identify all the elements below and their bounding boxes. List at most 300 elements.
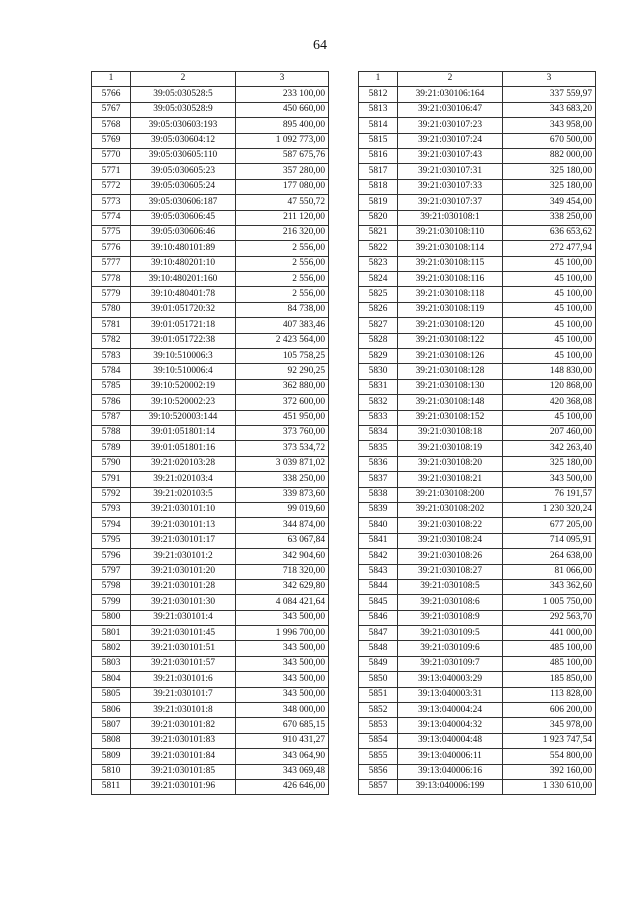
cadastral-number-cell: 39:13:040004:32 [398,718,503,733]
cadastral-number-cell: 39:21:030108:120 [398,318,503,333]
table-row [92,302,329,317]
table-row [92,518,329,533]
cadastral-number-cell: 39:21:030101:2 [131,549,236,564]
value-cell: 105 758,25 [236,349,329,364]
row-index-cell: 5809 [92,749,131,764]
table-row [92,287,329,302]
table-row [92,779,329,794]
cadastral-number-cell: 39:13:040004:48 [398,733,503,748]
value-cell: 426 646,00 [236,779,329,794]
cadastral-number-cell: 39:21:030108:152 [398,410,503,425]
cadastral-number-cell: 39:21:030108:21 [398,472,503,487]
table-row [359,179,596,194]
table-row [359,764,596,779]
cadastral-number-cell: 39:21:030106:47 [398,102,503,117]
value-cell: 45 100,00 [503,256,596,271]
column-header-cadastral: 2 [398,72,503,87]
row-index-cell: 5801 [92,626,131,641]
table-row [359,518,596,533]
table-row [359,779,596,794]
cadastral-number-cell: 39:05:030606:45 [131,210,236,225]
row-index-cell: 5791 [92,472,131,487]
table-row [359,641,596,656]
value-cell: 1 005 750,00 [503,595,596,610]
table-row [92,425,329,440]
value-cell: 92 290,25 [236,364,329,379]
value-cell: 338 250,00 [503,210,596,225]
cadastral-number-cell: 39:21:030108:122 [398,333,503,348]
table-row [359,626,596,641]
row-index-cell: 5822 [359,241,398,256]
value-cell: 292 563,70 [503,610,596,625]
row-index-cell: 5823 [359,256,398,271]
value-cell: 451 950,00 [236,410,329,425]
table-row [92,256,329,271]
cadastral-number-cell: 39:10:520002:23 [131,395,236,410]
table-row [359,379,596,394]
table-row [359,564,596,579]
table-row [359,718,596,733]
row-index-cell: 5806 [92,703,131,718]
table-row [359,533,596,548]
column-header-index: 1 [359,72,398,87]
cadastral-number-cell: 39:21:030108:19 [398,441,503,456]
cadastral-number-cell: 39:21:030108:130 [398,379,503,394]
table-row [92,318,329,333]
cadastral-number-cell: 39:21:030101:20 [131,564,236,579]
cadastral-number-cell: 39:21:030107:23 [398,118,503,133]
value-cell: 211 120,00 [236,210,329,225]
cadastral-number-cell: 39:05:030603:193 [131,118,236,133]
cadastral-number-cell: 39:21:030101:8 [131,703,236,718]
table-row [359,395,596,410]
value-cell: 420 368,08 [503,395,596,410]
value-cell: 485 100,00 [503,641,596,656]
cadastral-number-cell: 39:13:040003:31 [398,687,503,702]
row-index-cell: 5800 [92,610,131,625]
cadastral-number-cell: 39:21:030108:119 [398,302,503,317]
table-row [92,610,329,625]
row-index-cell: 5796 [92,549,131,564]
row-index-cell: 5793 [92,502,131,517]
row-index-cell: 5778 [92,272,131,287]
table-row [359,164,596,179]
table-row [359,703,596,718]
value-cell: 587 675,76 [236,148,329,163]
row-index-cell: 5840 [359,518,398,533]
row-index-cell: 5767 [92,102,131,117]
cadastral-number-cell: 39:21:020103:28 [131,456,236,471]
row-index-cell: 5830 [359,364,398,379]
row-index-cell: 5855 [359,749,398,764]
value-cell: 636 653,62 [503,225,596,240]
row-index-cell: 5817 [359,164,398,179]
row-index-cell: 5771 [92,164,131,179]
table-row [359,318,596,333]
cadastral-number-cell: 39:21:030108:126 [398,349,503,364]
cadastral-number-cell: 39:21:030109:6 [398,641,503,656]
row-index-cell: 5770 [92,148,131,163]
table-row [359,349,596,364]
row-index-cell: 5841 [359,533,398,548]
cadastral-number-cell: 39:21:030107:31 [398,164,503,179]
table-row [92,456,329,471]
table-row [92,225,329,240]
row-index-cell: 5816 [359,148,398,163]
cadastral-number-cell: 39:21:030101:13 [131,518,236,533]
table-row [92,102,329,117]
row-index-cell: 5842 [359,549,398,564]
row-index-cell: 5784 [92,364,131,379]
cadastral-number-cell: 39:21:030101:51 [131,641,236,656]
cadastral-number-cell: 39:01:051801:14 [131,425,236,440]
cadastral-number-cell: 39:21:030108:24 [398,533,503,548]
row-index-cell: 5773 [92,195,131,210]
row-index-cell: 5774 [92,210,131,225]
value-cell: 45 100,00 [503,318,596,333]
table-row [359,210,596,225]
value-cell: 343 500,00 [236,672,329,687]
value-cell: 99 019,60 [236,502,329,517]
value-cell: 84 738,00 [236,302,329,317]
value-cell: 185 850,00 [503,672,596,687]
value-cell: 339 873,60 [236,487,329,502]
cadastral-number-cell: 39:21:030109:7 [398,656,503,671]
row-index-cell: 5803 [92,656,131,671]
row-index-cell: 5808 [92,733,131,748]
row-index-cell: 5780 [92,302,131,317]
cadastral-number-cell: 39:21:030109:5 [398,626,503,641]
table-row [359,502,596,517]
value-cell: 272 477,94 [503,241,596,256]
value-cell: 357 280,00 [236,164,329,179]
table-row [359,441,596,456]
row-index-cell: 5839 [359,502,398,517]
cadastral-number-cell: 39:21:030101:82 [131,718,236,733]
row-index-cell: 5783 [92,349,131,364]
row-index-cell: 5813 [359,102,398,117]
row-index-cell: 5785 [92,379,131,394]
table-row [359,333,596,348]
value-cell: 264 638,00 [503,549,596,564]
cadastral-number-cell: 39:21:020103:4 [131,472,236,487]
value-cell: 441 000,00 [503,626,596,641]
cadastral-number-cell: 39:21:030101:17 [131,533,236,548]
cadastral-number-cell: 39:21:030107:33 [398,179,503,194]
cadastral-number-cell: 39:01:051722:38 [131,333,236,348]
row-index-cell: 5782 [92,333,131,348]
value-cell: 343 500,00 [236,687,329,702]
row-index-cell: 5805 [92,687,131,702]
row-index-cell: 5826 [359,302,398,317]
table-row [359,610,596,625]
value-cell: 45 100,00 [503,272,596,287]
row-index-cell: 5846 [359,610,398,625]
table-row [359,256,596,271]
cadastral-number-cell: 39:21:030108:22 [398,518,503,533]
cadastral-number-cell: 39:05:030605:24 [131,179,236,194]
value-cell: 343 069,48 [236,764,329,779]
row-index-cell: 5777 [92,256,131,271]
table-row [359,272,596,287]
value-cell: 554 800,00 [503,749,596,764]
table-row [359,148,596,163]
value-cell: 362 880,00 [236,379,329,394]
row-index-cell: 5812 [359,87,398,102]
row-index-cell: 5786 [92,395,131,410]
value-cell: 345 978,00 [503,718,596,733]
cadastral-number-cell: 39:21:030108:128 [398,364,503,379]
row-index-cell: 5820 [359,210,398,225]
row-index-cell: 5821 [359,225,398,240]
value-cell: 343 064,90 [236,749,329,764]
cadastral-number-cell: 39:21:030108:18 [398,425,503,440]
row-index-cell: 5814 [359,118,398,133]
value-cell: 348 000,00 [236,703,329,718]
value-cell: 373 760,00 [236,425,329,440]
row-index-cell: 5831 [359,379,398,394]
row-index-cell: 5768 [92,118,131,133]
row-index-cell: 5834 [359,425,398,440]
cadastral-number-cell: 39:05:030605:23 [131,164,236,179]
table-row [359,487,596,502]
value-cell: 343 362,60 [503,579,596,594]
value-cell: 342 629,80 [236,579,329,594]
cadastral-number-cell: 39:21:030101:28 [131,579,236,594]
cadastral-number-cell: 39:13:040006:11 [398,749,503,764]
cadastral-number-cell: 39:10:480101:89 [131,241,236,256]
table-header-row [359,72,596,87]
table-row [92,364,329,379]
row-index-cell: 5825 [359,287,398,302]
row-index-cell: 5811 [92,779,131,794]
cadastral-number-cell: 39:21:030108:148 [398,395,503,410]
row-index-cell: 5833 [359,410,398,425]
table-row [359,456,596,471]
row-index-cell: 5843 [359,564,398,579]
table-row [92,195,329,210]
table-row [92,118,329,133]
cadastral-number-cell: 39:21:030101:7 [131,687,236,702]
cadastral-number-cell: 39:05:030605:110 [131,148,236,163]
cadastral-number-cell: 39:21:030108:116 [398,272,503,287]
value-cell: 338 250,00 [236,472,329,487]
row-index-cell: 5779 [92,287,131,302]
cadastral-number-cell: 39:13:040004:24 [398,703,503,718]
value-cell: 343 500,00 [236,641,329,656]
table-row [92,626,329,641]
value-cell: 343 958,00 [503,118,596,133]
cadastral-number-cell: 39:21:030108:26 [398,549,503,564]
value-cell: 372 600,00 [236,395,329,410]
row-index-cell: 5824 [359,272,398,287]
row-index-cell: 5838 [359,487,398,502]
value-cell: 343 683,20 [503,102,596,117]
table-row [92,564,329,579]
row-index-cell: 5845 [359,595,398,610]
cadastral-number-cell: 39:10:520002:19 [131,379,236,394]
cadastral-number-cell: 39:13:040006:16 [398,764,503,779]
table-row [92,672,329,687]
value-cell: 325 180,00 [503,179,596,194]
value-cell: 1 330 610,00 [503,779,596,794]
table-row [359,133,596,148]
value-cell: 1 996 700,00 [236,626,329,641]
cadastral-number-cell: 39:05:030528:5 [131,87,236,102]
table-header-row [92,72,329,87]
cadastral-number-cell: 39:21:030108:27 [398,564,503,579]
table-row [92,502,329,517]
value-cell: 677 205,00 [503,518,596,533]
row-index-cell: 5835 [359,441,398,456]
value-cell: 670 685,15 [236,718,329,733]
cadastral-number-cell: 39:21:030101:10 [131,502,236,517]
cadastral-number-cell: 39:05:030606:46 [131,225,236,240]
cadastral-number-cell: 39:10:480201:160 [131,272,236,287]
value-cell: 113 828,00 [503,687,596,702]
table-row [359,672,596,687]
table-row [92,241,329,256]
page-number: 64 [313,38,327,53]
value-cell: 337 559,97 [503,87,596,102]
cadastral-number-cell: 39:21:030108:115 [398,256,503,271]
row-index-cell: 5857 [359,779,398,794]
cadastral-number-cell: 39:21:030101:57 [131,656,236,671]
cadastral-number-cell: 39:21:030101:83 [131,733,236,748]
value-cell: 325 180,00 [503,164,596,179]
value-cell: 343 500,00 [236,656,329,671]
value-cell: 606 200,00 [503,703,596,718]
value-cell: 45 100,00 [503,349,596,364]
cadastral-number-cell: 39:21:030108:200 [398,487,503,502]
value-cell: 325 180,00 [503,456,596,471]
value-cell: 349 454,00 [503,195,596,210]
table-row [92,395,329,410]
value-cell: 1 092 773,00 [236,133,329,148]
cadastral-number-cell: 39:21:030108:9 [398,610,503,625]
table-row [92,487,329,502]
row-index-cell: 5837 [359,472,398,487]
value-cell: 47 550,72 [236,195,329,210]
table-row [359,241,596,256]
value-cell: 76 191,57 [503,487,596,502]
value-cell: 485 100,00 [503,656,596,671]
row-index-cell: 5847 [359,626,398,641]
table-row [92,687,329,702]
value-cell: 342 904,60 [236,549,329,564]
table-row [92,164,329,179]
table-row [359,595,596,610]
table-row [92,718,329,733]
value-cell: 2 556,00 [236,256,329,271]
cadastral-number-cell: 39:21:030108:118 [398,287,503,302]
value-cell: 718 320,00 [236,564,329,579]
row-index-cell: 5828 [359,333,398,348]
column-header-value: 3 [503,72,596,87]
row-index-cell: 5851 [359,687,398,702]
table-row [92,272,329,287]
value-cell: 407 383,46 [236,318,329,333]
row-index-cell: 5789 [92,441,131,456]
row-index-cell: 5819 [359,195,398,210]
table-row [359,410,596,425]
value-cell: 342 263,40 [503,441,596,456]
row-index-cell: 5853 [359,718,398,733]
value-cell: 392 160,00 [503,764,596,779]
value-cell: 714 095,91 [503,533,596,548]
row-index-cell: 5775 [92,225,131,240]
row-index-cell: 5769 [92,133,131,148]
cadastral-number-cell: 39:01:051801:16 [131,441,236,456]
row-index-cell: 5766 [92,87,131,102]
table-row [92,595,329,610]
row-index-cell: 5810 [92,764,131,779]
column-header-index: 1 [92,72,131,87]
column-header-cadastral: 2 [131,72,236,87]
table-row [359,549,596,564]
row-index-cell: 5798 [92,579,131,594]
row-index-cell: 5815 [359,133,398,148]
table-row [92,641,329,656]
cadastral-number-cell: 39:21:030108:1 [398,210,503,225]
value-cell: 343 500,00 [503,472,596,487]
cadastral-number-cell: 39:10:480401:78 [131,287,236,302]
value-cell: 343 500,00 [236,610,329,625]
cadastral-number-cell: 39:21:030101:84 [131,749,236,764]
table-row [92,472,329,487]
row-index-cell: 5797 [92,564,131,579]
cadastral-number-cell: 39:01:051721:18 [131,318,236,333]
table-row [359,656,596,671]
row-index-cell: 5787 [92,410,131,425]
row-index-cell: 5781 [92,318,131,333]
table-row [92,579,329,594]
cadastral-number-cell: 39:13:040006:199 [398,779,503,794]
table-row [359,195,596,210]
table-row [359,425,596,440]
value-cell: 177 080,00 [236,179,329,194]
cadastral-number-cell: 39:10:520003:144 [131,410,236,425]
value-cell: 2 556,00 [236,287,329,302]
value-cell: 2 556,00 [236,272,329,287]
cadastral-number-cell: 39:21:030108:20 [398,456,503,471]
cadastral-number-cell: 39:21:030101:85 [131,764,236,779]
value-cell: 120 868,00 [503,379,596,394]
row-index-cell: 5829 [359,349,398,364]
table-row [359,118,596,133]
table-row [359,364,596,379]
value-cell: 373 534,72 [236,441,329,456]
table-row [92,179,329,194]
value-cell: 216 320,00 [236,225,329,240]
cadastral-number-cell: 39:21:030107:43 [398,148,503,163]
row-index-cell: 5799 [92,595,131,610]
table-row [92,148,329,163]
cadastral-number-cell: 39:21:030101:45 [131,626,236,641]
value-cell: 45 100,00 [503,410,596,425]
cadastral-number-cell: 39:21:030107:24 [398,133,503,148]
cadastral-number-cell: 39:21:030108:6 [398,595,503,610]
cadastral-number-cell: 39:21:030101:6 [131,672,236,687]
value-cell: 882 000,00 [503,148,596,163]
cadastral-number-cell: 39:21:030101:30 [131,595,236,610]
value-cell: 1 923 747,54 [503,733,596,748]
value-cell: 45 100,00 [503,287,596,302]
row-index-cell: 5854 [359,733,398,748]
cadastral-number-cell: 39:21:030108:202 [398,502,503,517]
value-cell: 45 100,00 [503,302,596,317]
table-row [92,749,329,764]
